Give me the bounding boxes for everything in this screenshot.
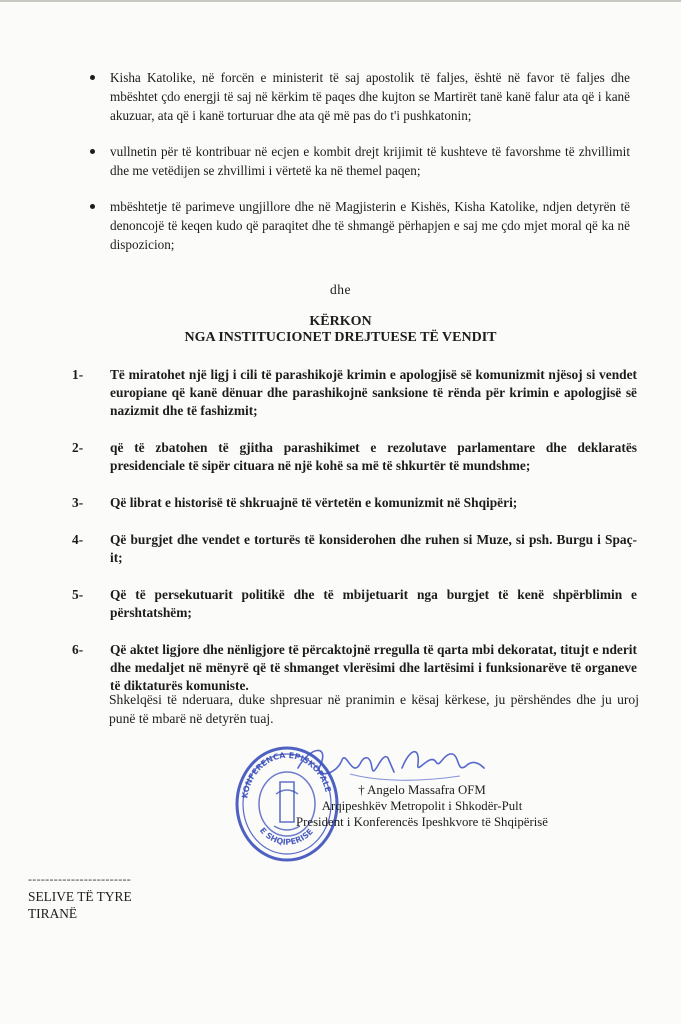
bullet-text: mbështetje të parimeve ungjillore dhe në Magjisterin e Kishës, Kisha Katolike, ndjen detyrën të denoncojë të keqen kudo që paraqitet dhe të shmangë përhapjen e saj me çdo mjet moral që ka në dispozicion; xyxy=(110,199,630,252)
demand-text: Që të persekutuarit politikë dhe të mbijetuarit nga burgjet të kenë shpërblimin e përshtatshëm; xyxy=(110,587,637,620)
bullet-text: vullnetin për të kontribuar në ecjen e kombit drejt krijimit të kushteve të favorshme të zhvillimit dhe me vetëdijen se zhvillimi i vërtetë ka në themel paqen; xyxy=(110,144,630,178)
bullet-list xyxy=(82,68,630,271)
conjunction-text: dhe xyxy=(330,282,351,297)
signature-block xyxy=(212,782,632,830)
closing-paragraph: Shkelqësi të nderuara, duke shpresuar në pranimin e kësaj kërkese, ju përshëndes dhe ju uroj punë të mbarë në detyrën tuaj. xyxy=(109,692,639,726)
demand-number: 3- xyxy=(72,495,84,510)
bullet-item xyxy=(82,197,630,254)
bullet-item xyxy=(82,142,630,180)
bullet-dot-icon xyxy=(90,75,95,80)
signatory-name: † Angelo Massafra OFM xyxy=(358,783,486,797)
bullet-dot-icon xyxy=(90,149,95,154)
demand-text: Të miratohet një ligj i cili të parashikojë krimin e apologjisë së komunizmit njësoj si vendet europiane që kanë dënuar dhe parashikojnë sanksione të rënda për krimin e apologjisë së nazizmit dhe të fashizmit; xyxy=(110,367,637,418)
section-heading xyxy=(0,314,681,346)
demand-number: 1- xyxy=(72,367,84,382)
demand-item xyxy=(72,366,637,420)
demand-item xyxy=(72,439,637,475)
demand-number: 2- xyxy=(72,440,84,455)
recipient-address xyxy=(28,888,132,922)
demand-number: 6- xyxy=(72,642,84,657)
demand-item xyxy=(72,494,637,512)
signatory-title-2: President i Konferencës Ipeshkvore të Shqipërisë xyxy=(296,815,548,829)
demand-text: Që aktet ligjore dhe nënligjore të përcaktojnë rregulla të qarta mbi dekoratat, titujt e nderit dhe medaljet në mënyrë që të shmanget vlerësimi dhe lartësimi i funksionarëve të organeve të diktaturës komuniste. xyxy=(110,642,637,693)
heading-line-1: KËRKON xyxy=(309,314,372,329)
demand-item xyxy=(72,641,637,695)
handwritten-signature xyxy=(290,738,490,788)
seal-top-text: KONFERENCA EPISKOPALE xyxy=(240,750,333,799)
demand-text: që të zbatohen të gjitha parashikimet e rezolutave parlamentare dhe deklaratës presidenciale të sipër cituara në një kohë sa më të shkurtër të mundshme; xyxy=(110,440,637,473)
signatory-title-1: Arqipeshkëv Metropolit i Shkodër-Pult xyxy=(321,799,523,813)
seal-bottom-text: E SHQIPERISE xyxy=(257,825,315,847)
footer-separator: ------------------------ xyxy=(28,872,132,886)
heading-line-2: NGA INSTITUCIONET DREJTUESE TË VENDIT xyxy=(184,330,497,345)
scan-edge-line xyxy=(0,0,681,2)
demand-text: Që burgjet dhe vendet e torturës të konsiderohen dhe ruhen si Muze, si psh. Burgu i Spaç-it; xyxy=(110,532,637,565)
address-line-1: SELIVE TË TYRE xyxy=(28,889,132,904)
demand-list xyxy=(72,366,637,714)
demand-text: Që librat e historisë të shkruajnë të vërtetën e komunizmit në Shqipëri; xyxy=(110,495,518,510)
demand-number: 5- xyxy=(72,587,84,602)
bullet-text: Kisha Katolike, në forcën e ministerit të saj apostolik të faljes, është në favor të faljes dhe mbështet çdo energji të saj në kërkim të paqes dhe kujton se Martirët tanë kanë falur ata që i kanë akuzuar, ata që i kanë torturuar dhe ata që më pas do t'i pushkatonin; xyxy=(110,70,630,123)
bullet-dot-icon xyxy=(90,204,95,209)
address-line-2: TIRANË xyxy=(28,906,78,921)
demand-number: 4- xyxy=(72,532,84,547)
bullet-item xyxy=(82,68,630,125)
demand-item xyxy=(72,531,637,567)
demand-item xyxy=(72,586,637,622)
